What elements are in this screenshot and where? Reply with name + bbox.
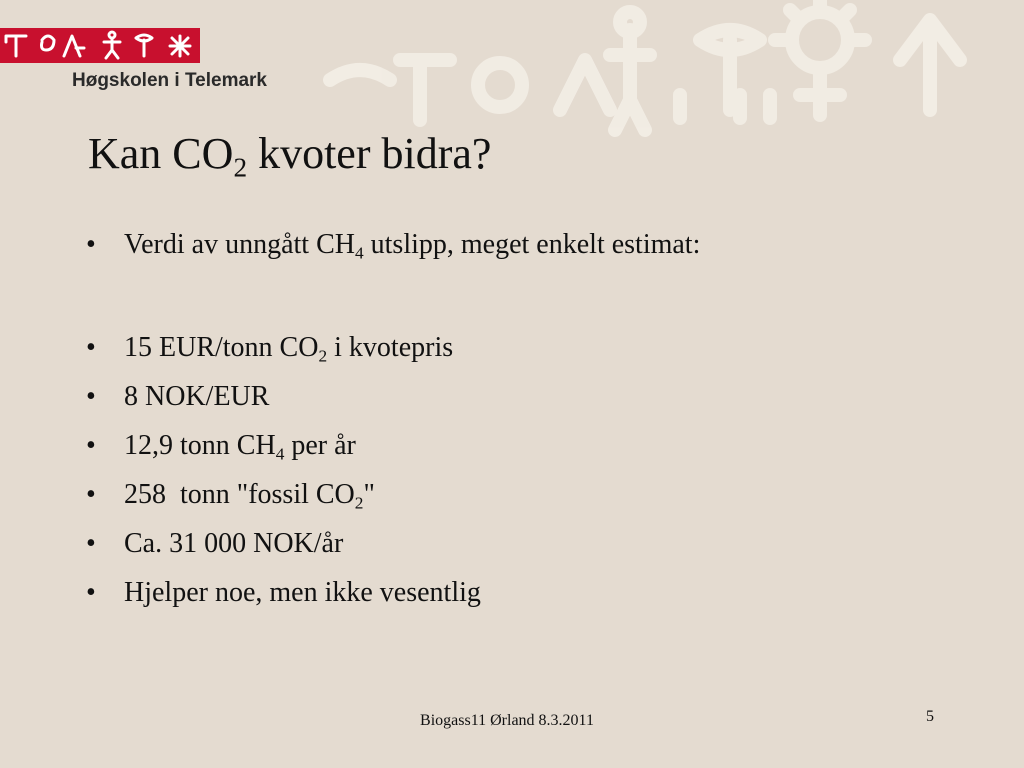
bullet-subscript: 4 — [354, 243, 364, 263]
bullet-subscript: 2 — [318, 346, 328, 366]
bullet-text-tail: utslipp, meget enkelt estimat: — [363, 229, 701, 260]
bullet-marker: • — [86, 577, 96, 608]
bullet-text — [124, 227, 700, 263]
bullet-text-tail: " — [363, 479, 375, 510]
bullet-text — [124, 526, 343, 562]
logo-banner — [0, 28, 200, 63]
bullet-text-main: 15 EUR/tonn CO — [124, 332, 319, 363]
bullet-text-tail: per år — [284, 430, 356, 461]
title-subscript: 2 — [233, 152, 248, 183]
bullet-text — [124, 379, 269, 415]
slide-title — [88, 128, 492, 183]
bullet-text-main: 8 NOK/EUR — [124, 381, 270, 412]
bullet-marker: • — [86, 229, 96, 260]
petroglyph-logo-icon — [0, 28, 200, 63]
petroglyph-watermark-icon — [300, 0, 1024, 140]
bullet-text-main: 258 tonn "fossil CO — [124, 479, 355, 510]
bullet-text-main: Hjelper noe, men ikke vesentlig — [124, 577, 481, 608]
bullet-text — [124, 575, 481, 611]
logo-name: Høgskolen i Telemark — [72, 70, 267, 91]
bullet-marker: • — [86, 332, 96, 363]
bullet-text — [124, 477, 375, 513]
footer-text: Biogass11 Ørland 8.3.2011 — [420, 712, 594, 729]
bullet-marker: • — [86, 430, 96, 461]
bullet-text-main: Verdi av unngått CH — [124, 229, 355, 260]
bullet-text-main: 12,9 tonn CH — [124, 430, 276, 461]
bullet-text — [124, 428, 356, 464]
bullet-text-tail: i kvotepris — [327, 332, 454, 363]
bullet-marker: • — [86, 528, 96, 559]
bullet-subscript: 4 — [275, 444, 285, 464]
bullet-marker: • — [86, 381, 96, 412]
bullet-marker: • — [86, 479, 96, 510]
bullet-subscript: 2 — [354, 493, 364, 513]
bullet-text — [124, 330, 453, 366]
title-suffix: kvoter bidra? — [247, 129, 492, 178]
bullet-text-main: Ca. 31 000 NOK/år — [124, 528, 344, 559]
page-number: 5 — [926, 708, 934, 725]
title-prefix: Kan CO — [88, 129, 234, 178]
